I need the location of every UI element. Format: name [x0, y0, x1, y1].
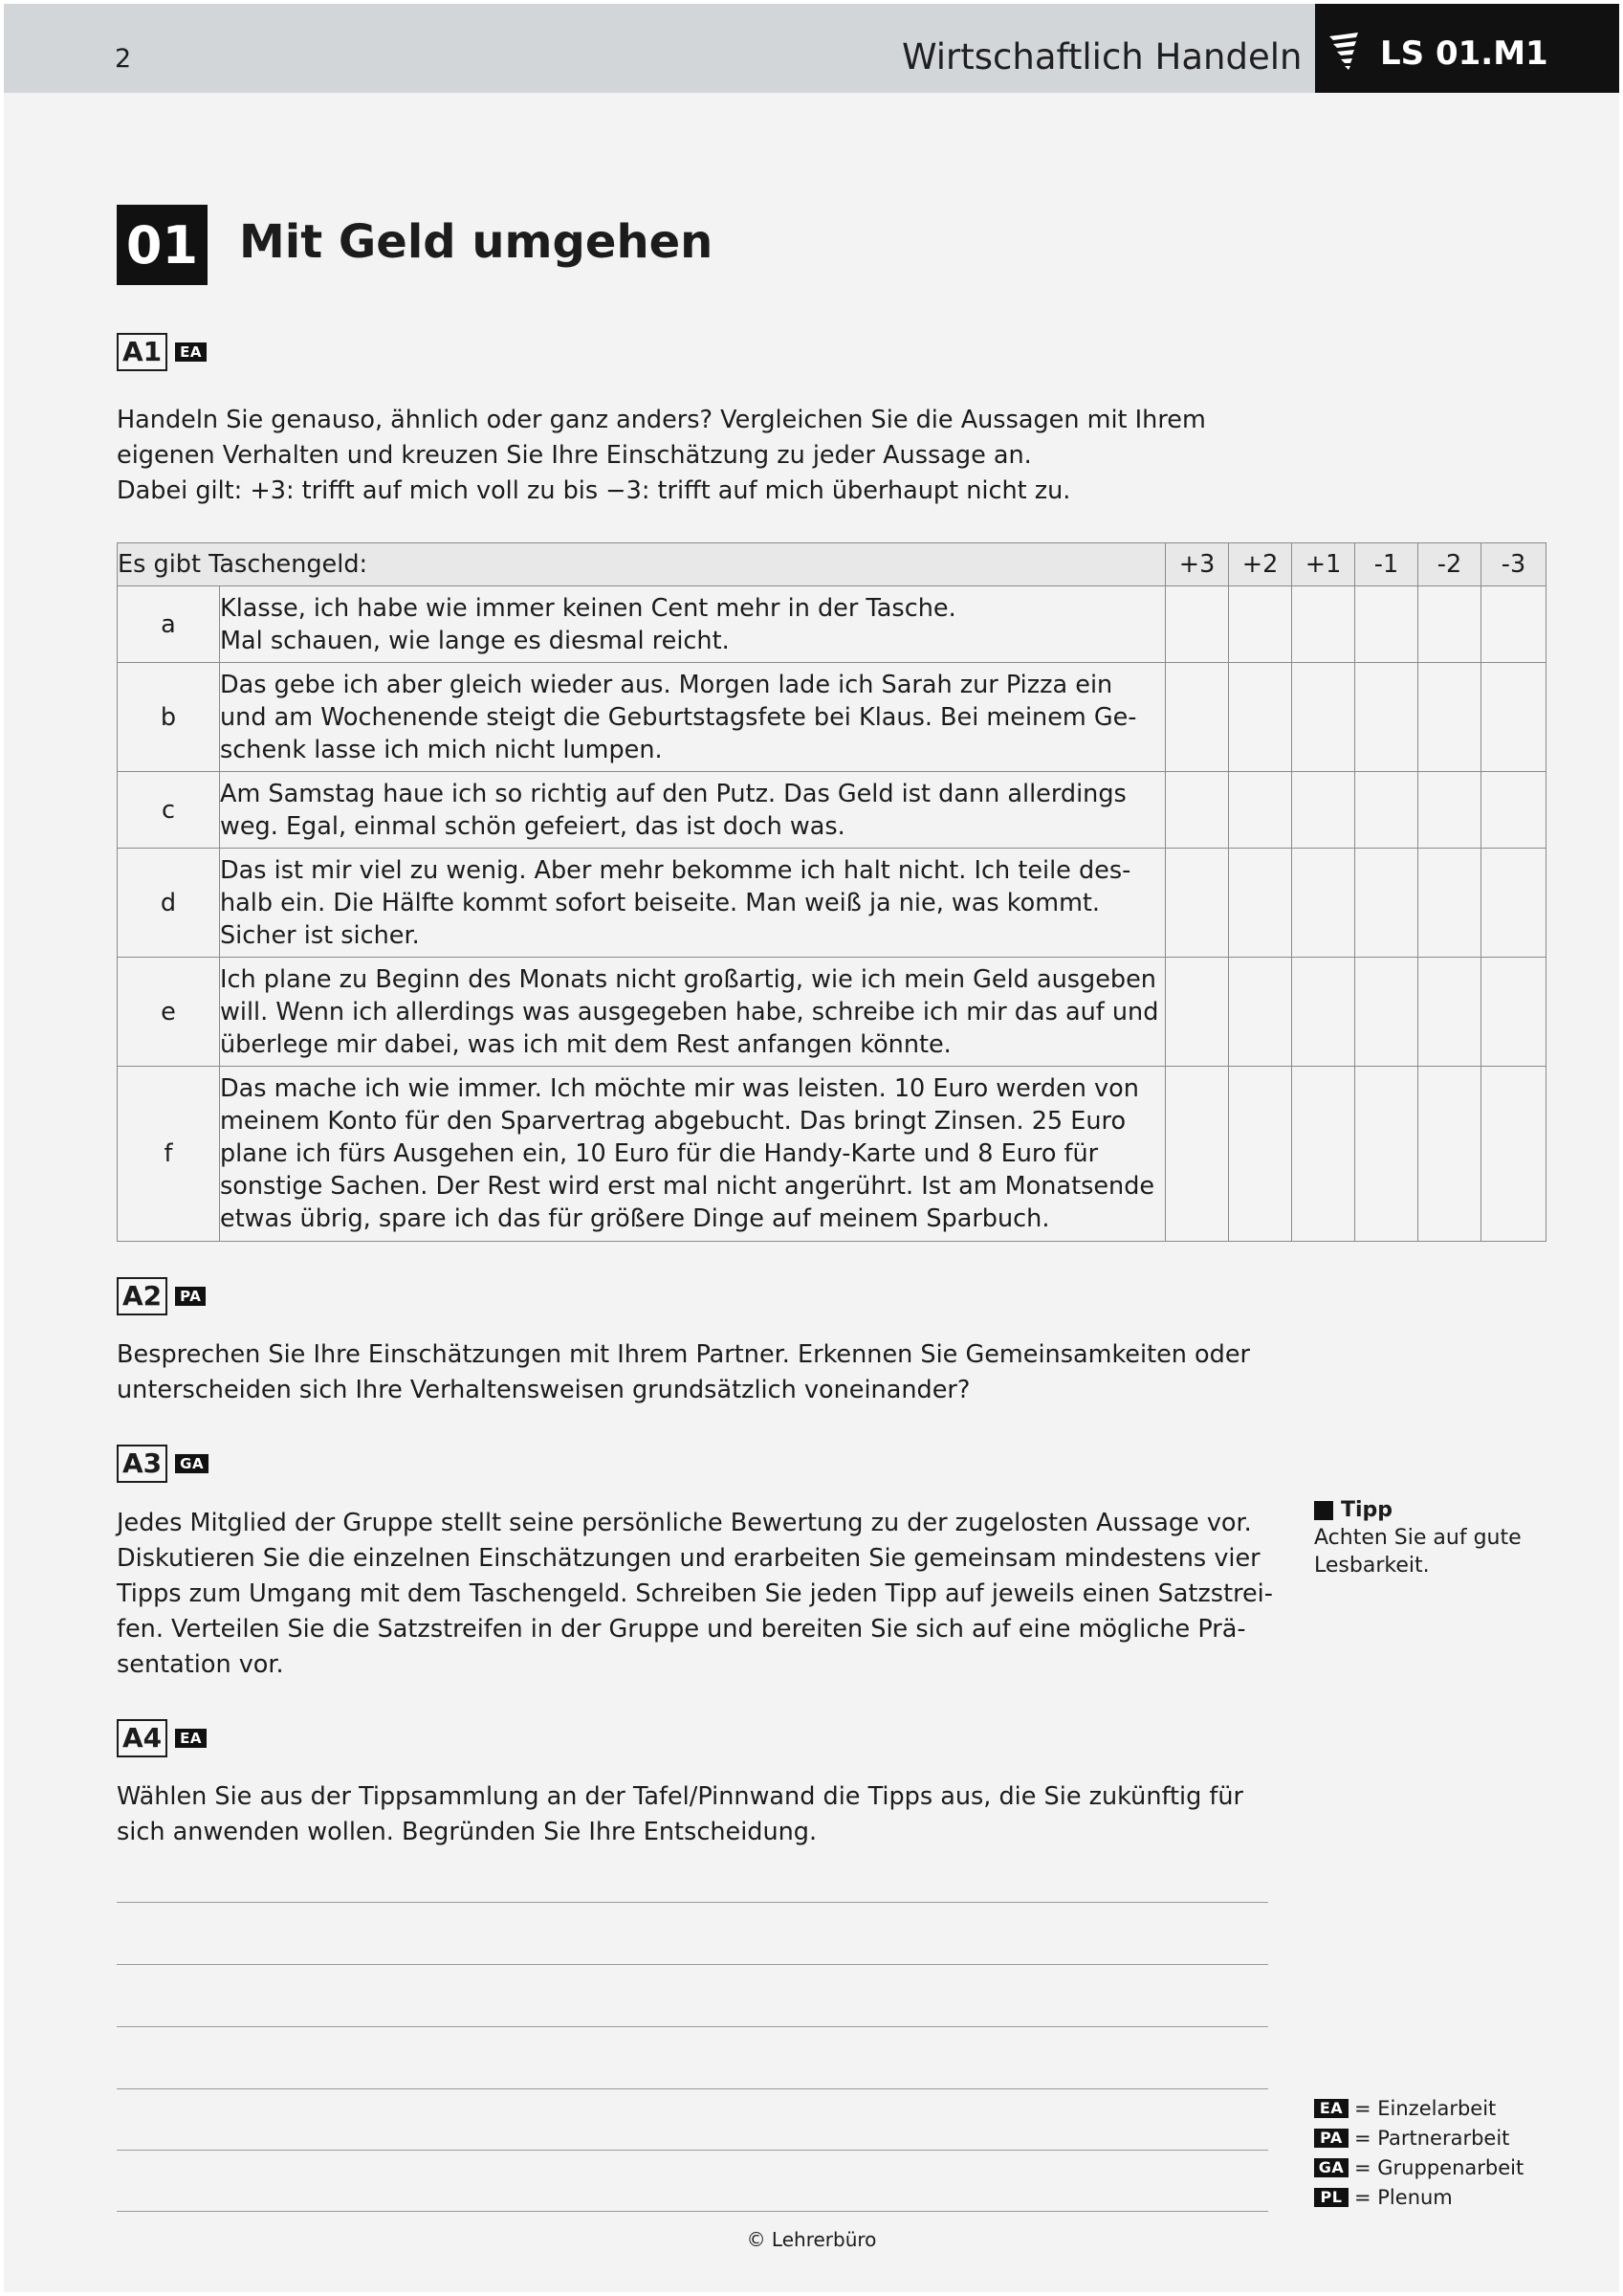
legend-text: = Gruppenarbeit [1354, 2155, 1524, 2179]
header-title: Wirtschaftlich Handeln [902, 36, 1303, 77]
rating-cell[interactable] [1418, 586, 1481, 663]
task-a1-number: A1 [117, 333, 167, 371]
table-row [118, 958, 1546, 1067]
legend-item [1314, 2152, 1524, 2182]
statement-line: halb ein. Die Hälfte kommt sofort beiseite. Man weiß ja nie, was kommt. [220, 888, 1101, 917]
tip-line: Achten Sie auf gute [1314, 1526, 1522, 1550]
rating-cell[interactable] [1418, 772, 1481, 849]
legend-text: = Plenum [1354, 2185, 1453, 2209]
statement-line: Sicher ist sicher. [220, 920, 420, 950]
text-line: Wählen Sie aus der Tippsammlung an der Tafel/Pinnwand die Tipps aus, die Sie zukünftig für [117, 1782, 1244, 1811]
rating-cell[interactable] [1418, 958, 1481, 1067]
rating-cell[interactable] [1229, 772, 1292, 849]
scale-header: -1 [1355, 543, 1418, 586]
writing-line[interactable] [117, 1902, 1268, 1903]
assessment-table [117, 542, 1546, 1242]
statement-line: sonstige Sachen. Der Rest wird erst mal nicht angerührt. Ist am Monatsende [220, 1172, 1155, 1201]
rating-cell[interactable] [1418, 849, 1481, 958]
legend-item [1314, 2123, 1524, 2152]
rating-cell[interactable] [1481, 586, 1546, 663]
statement-line: plane ich fürs Ausgehen ein, 10 Euro für die Handy-Karte und 8 Euro für [220, 1139, 1099, 1168]
task-a2-tag: PA [175, 1287, 206, 1306]
text-line: Diskutieren Sie die einzelnen Einschätzungen und erarbeiten Sie gemeinsam mindestens vier [117, 1544, 1261, 1573]
row-letter: c [118, 772, 220, 849]
rating-cell[interactable] [1481, 849, 1546, 958]
tip-title: Tipp [1341, 1498, 1393, 1522]
rating-cell[interactable] [1418, 663, 1481, 772]
legend-code: PL [1314, 2188, 1349, 2207]
statement-line: will. Wenn ich allerdings was ausgegeben habe, schreibe ich mir das auf und [220, 997, 1159, 1027]
task-a2-number: A2 [117, 1277, 167, 1315]
rating-cell[interactable] [1292, 1067, 1355, 1242]
text-line: Handeln Sie genauso, ähnlich oder ganz anders? Vergleichen Sie die Aussagen mit Ihrem [117, 406, 1206, 434]
row-letter: e [118, 958, 220, 1067]
square-icon [1314, 1501, 1333, 1520]
publisher-logo-icon [1327, 31, 1362, 71]
rating-cell[interactable] [1355, 772, 1418, 849]
table-header-row [118, 543, 1546, 586]
task-a1-label [117, 333, 207, 371]
rating-cell[interactable] [1481, 1067, 1546, 1242]
tip-box [1314, 1496, 1522, 1579]
rating-cell[interactable] [1229, 958, 1292, 1067]
statement-line: Das gebe ich aber gleich wieder aus. Morgen lade ich Sarah zur Pizza ein [220, 670, 1113, 699]
text-line: eigenen Verhalten und kreuzen Sie Ihre Einschätzung zu jeder Aussage an. [117, 441, 1032, 470]
task-a4-number: A4 [117, 1719, 167, 1757]
task-a1-text [117, 403, 1206, 509]
rating-cell[interactable] [1229, 849, 1292, 958]
table-heading: Es gibt Taschengeld: [118, 543, 1166, 586]
scale-header: -3 [1481, 543, 1546, 586]
statement-line: Mal schauen, wie lange es diesmal reicht. [220, 626, 730, 655]
table-row [118, 586, 1546, 663]
text-line: sentation vor. [117, 1650, 284, 1679]
rating-cell[interactable] [1292, 772, 1355, 849]
tip-line: Lesbarkeit. [1314, 1554, 1430, 1578]
row-statement [220, 586, 1166, 663]
writing-line[interactable] [117, 2088, 1268, 2089]
row-letter: b [118, 663, 220, 772]
scale-header: -2 [1418, 543, 1481, 586]
text-line: fen. Verteilen Sie die Satzstreifen in der Gruppe und bereiten Sie sich auf eine mögliche Prä- [117, 1615, 1246, 1644]
legend-text: = Einzelarbeit [1354, 2096, 1497, 2120]
rating-cell[interactable] [1355, 849, 1418, 958]
rating-cell[interactable] [1481, 772, 1546, 849]
statement-line: und am Wochenende steigt die Geburtstagsfete bei Klaus. Bei meinem Ge- [220, 702, 1137, 732]
statement-line: weg. Egal, einmal schön gefeiert, das ist doch was. [220, 811, 845, 841]
section-title: Mit Geld umgehen [239, 215, 713, 269]
rating-cell[interactable] [1292, 849, 1355, 958]
legend [1314, 2093, 1524, 2212]
task-a4-label [117, 1719, 207, 1757]
text-line: Jedes Mitglied der Gruppe stellt seine persönliche Bewertung zu der zugelosten Aussage vor. [117, 1509, 1252, 1537]
statement-line: Das mache ich wie immer. Ich möchte mir was leisten. 10 Euro werden von [220, 1074, 1139, 1103]
rating-cell[interactable] [1166, 772, 1229, 849]
lesson-code: LS 01.M1 [1380, 34, 1548, 73]
page-number: 2 [115, 44, 132, 74]
task-a3-label [117, 1445, 208, 1483]
rating-cell[interactable] [1166, 958, 1229, 1067]
rating-cell[interactable] [1355, 586, 1418, 663]
row-statement [220, 1067, 1166, 1242]
scale-header: +3 [1166, 543, 1229, 586]
statement-line: Klasse, ich habe wie immer keinen Cent mehr in der Tasche. [220, 593, 956, 623]
legend-code: PA [1314, 2129, 1349, 2148]
tip-heading [1314, 1496, 1522, 1524]
table-row [118, 772, 1546, 849]
statement-line: Das ist mir viel zu wenig. Aber mehr bekomme ich halt nicht. Ich teile des- [220, 855, 1131, 885]
task-a4-tag: EA [175, 1729, 207, 1748]
legend-item [1314, 2182, 1524, 2212]
rating-cell[interactable] [1292, 958, 1355, 1067]
statement-line: Am Samstag haue ich so richtig auf den Putz. Das Geld ist dann allerdings [220, 779, 1127, 808]
statement-line: überlege mir dabei, was ich mit dem Rest anfangen könnte. [220, 1029, 952, 1059]
rating-cell[interactable] [1355, 663, 1418, 772]
footer-copyright: © Lehrerbüro [746, 2228, 877, 2251]
row-statement [220, 772, 1166, 849]
task-a2-text [117, 1337, 1250, 1408]
writing-line[interactable] [117, 2150, 1268, 2151]
writing-line[interactable] [117, 2211, 1268, 2212]
row-statement [220, 958, 1166, 1067]
rating-cell[interactable] [1166, 849, 1229, 958]
scale-header: +2 [1229, 543, 1292, 586]
legend-text: = Partnerarbeit [1354, 2126, 1510, 2150]
rating-cell[interactable] [1229, 1067, 1292, 1242]
statement-line: etwas übrig, spare ich das für größere Dinge auf meinem Sparbuch. [220, 1204, 1050, 1233]
rating-cell[interactable] [1481, 663, 1546, 772]
row-statement [220, 849, 1166, 958]
statement-line: meinem Konto für den Sparvertrag abgebucht. Das bringt Zinsen. 25 Euro [220, 1107, 1127, 1136]
text-line: unterscheiden sich Ihre Verhaltensweisen grundsätzlich voneinander? [117, 1376, 971, 1404]
legend-code: GA [1314, 2158, 1349, 2177]
rating-cell[interactable] [1292, 663, 1355, 772]
task-a3-tag: GA [175, 1454, 208, 1473]
rating-cell[interactable] [1481, 958, 1546, 1067]
rating-cell[interactable] [1229, 586, 1292, 663]
writing-line[interactable] [117, 2026, 1268, 2027]
task-a2-label [117, 1277, 206, 1315]
table-row [118, 849, 1546, 958]
statement-line: Ich plane zu Beginn des Monats nicht großartig, wie ich mein Geld ausgeben [220, 964, 1156, 994]
scale-header: +1 [1292, 543, 1355, 586]
statement-line: schenk lasse ich mich nicht lumpen. [220, 735, 663, 764]
text-line: Tipps zum Umgang mit dem Taschengeld. Schreiben Sie jeden Tipp auf jeweils einen Satzstrei- [117, 1579, 1273, 1608]
rating-cell[interactable] [1229, 663, 1292, 772]
task-a3-text [117, 1506, 1273, 1683]
task-a3-number: A3 [117, 1445, 167, 1483]
text-line: sich anwenden wollen. Begründen Sie Ihre Entscheidung. [117, 1818, 818, 1846]
rating-cell[interactable] [1418, 1067, 1481, 1242]
rating-cell[interactable] [1355, 958, 1418, 1067]
task-a4-text [117, 1779, 1243, 1850]
rating-cell[interactable] [1292, 586, 1355, 663]
writing-line[interactable] [117, 1964, 1268, 1965]
rating-cell[interactable] [1166, 1067, 1229, 1242]
legend-code: EA [1314, 2099, 1349, 2118]
row-letter: d [118, 849, 220, 958]
section-number: 01 [117, 205, 208, 285]
table-row [118, 663, 1546, 772]
rating-cell[interactable] [1166, 663, 1229, 772]
text-line: Besprechen Sie Ihre Einschätzungen mit Ihrem Partner. Erkennen Sie Gemeinsamkeiten oder [117, 1340, 1250, 1369]
rating-cell[interactable] [1166, 586, 1229, 663]
row-statement [220, 663, 1166, 772]
task-a1-tag: EA [175, 342, 207, 362]
table-row [118, 1067, 1546, 1242]
rating-cell[interactable] [1355, 1067, 1418, 1242]
row-letter: f [118, 1067, 220, 1242]
text-line: Dabei gilt: +3: trifft auf mich voll zu bis −3: trifft auf mich überhaupt nicht zu. [117, 476, 1071, 505]
row-letter: a [118, 586, 220, 663]
legend-item [1314, 2093, 1524, 2123]
